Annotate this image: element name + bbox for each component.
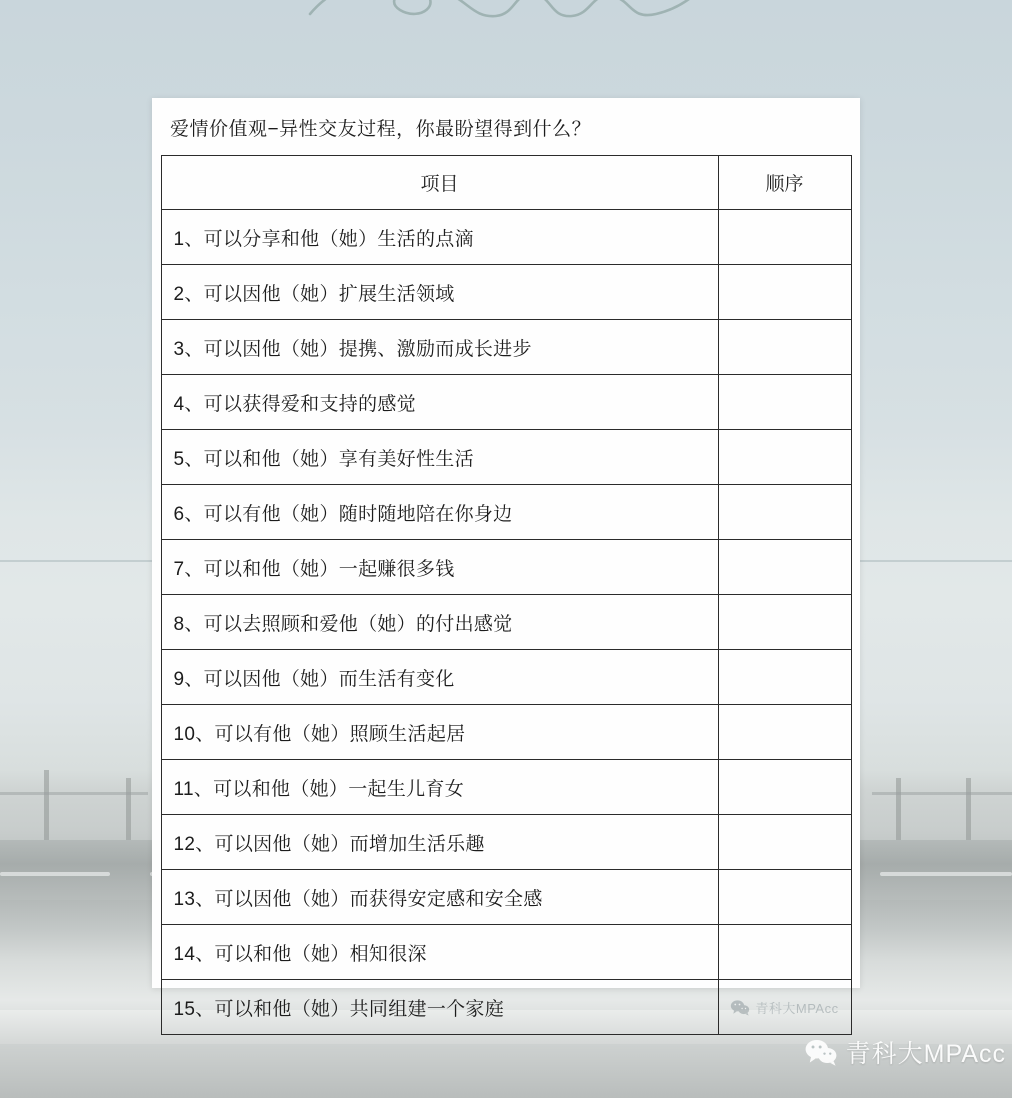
row-item-label: 2、可以因他（她）扩展生活领域 — [161, 265, 718, 320]
row-item-label: 6、可以有他（她）随时随地陪在你身边 — [161, 485, 718, 540]
row-order-cell[interactable] — [718, 980, 851, 1035]
wechat-icon — [804, 1038, 838, 1066]
background-road-marking — [880, 872, 1012, 876]
row-order-cell[interactable] — [718, 210, 851, 265]
row-item-label: 11、可以和他（她）一起生儿育女 — [161, 760, 718, 815]
row-item-label: 7、可以和他（她）一起赚很多钱 — [161, 540, 718, 595]
table-row — [161, 265, 851, 320]
row-item-label: 12、可以因他（她）而增加生活乐趣 — [161, 815, 718, 870]
column-header-order: 顺序 — [718, 156, 851, 210]
row-order-cell[interactable] — [718, 925, 851, 980]
row-order-cell[interactable] — [718, 320, 851, 375]
survey-table — [161, 155, 852, 1035]
row-order-cell[interactable] — [718, 375, 851, 430]
table-row — [161, 760, 851, 815]
table-row — [161, 650, 851, 705]
table-row — [161, 925, 851, 980]
row-order-cell[interactable] — [718, 265, 851, 320]
page-title: 爱情价值观−异性交友过程，你最盼望得到什么？ — [170, 119, 592, 140]
row-order-cell[interactable] — [718, 705, 851, 760]
row-item-label: 13、可以因他（她）而获得安定感和安全感 — [161, 870, 718, 925]
row-item-label: 5、可以和他（她）享有美好性生活 — [161, 430, 718, 485]
table-row — [161, 540, 851, 595]
table-row — [161, 815, 851, 870]
column-header-item: 项目 — [161, 156, 718, 210]
inline-watermark-label: 青科大MPAcc — [755, 1000, 839, 1016]
table-row — [161, 705, 851, 760]
table-row — [161, 485, 851, 540]
row-item-label: 1、可以分享和他（她）生活的点滴 — [161, 210, 718, 265]
row-order-cell[interactable] — [718, 595, 851, 650]
row-item-label: 14、可以和他（她）相知很深 — [161, 925, 718, 980]
row-order-cell[interactable] — [718, 760, 851, 815]
table-row — [161, 430, 851, 485]
row-order-cell[interactable] — [718, 870, 851, 925]
table-row — [161, 375, 851, 430]
wechat-icon — [730, 999, 750, 1016]
table-header-row — [161, 156, 851, 210]
table-row — [161, 980, 851, 1035]
row-order-cell[interactable] — [718, 650, 851, 705]
row-order-cell[interactable] — [718, 430, 851, 485]
inline-watermark — [720, 998, 850, 1017]
background-post — [126, 778, 131, 840]
background-post — [966, 778, 971, 840]
row-item-label: 9、可以因他（她）而生活有变化 — [161, 650, 718, 705]
row-order-cell[interactable] — [718, 540, 851, 595]
document-sheet — [152, 98, 860, 1020]
table-row — [161, 320, 851, 375]
table-row — [161, 870, 851, 925]
row-item-label: 3、可以因他（她）提携、激励而成长进步 — [161, 320, 718, 375]
bottom-watermark-label: 青科大MPAcc — [845, 1040, 1006, 1068]
table-row — [161, 210, 851, 265]
table-row — [161, 595, 851, 650]
row-item-label: 15、可以和他（她）共同组建一个家庭 — [161, 980, 718, 1035]
bottom-watermark — [804, 1034, 1006, 1070]
background-post — [896, 778, 901, 840]
row-item-label: 10、可以有他（她）照顾生活起居 — [161, 705, 718, 760]
background-railing — [0, 792, 148, 795]
row-order-cell[interactable] — [718, 815, 851, 870]
background-railing — [872, 792, 1012, 795]
background-road-marking — [0, 872, 110, 876]
row-item-label: 4、可以获得爱和支持的感觉 — [161, 375, 718, 430]
row-item-label: 8、可以去照顾和爱他（她）的付出感觉 — [161, 595, 718, 650]
row-order-cell[interactable] — [718, 485, 851, 540]
background-post — [44, 770, 49, 840]
